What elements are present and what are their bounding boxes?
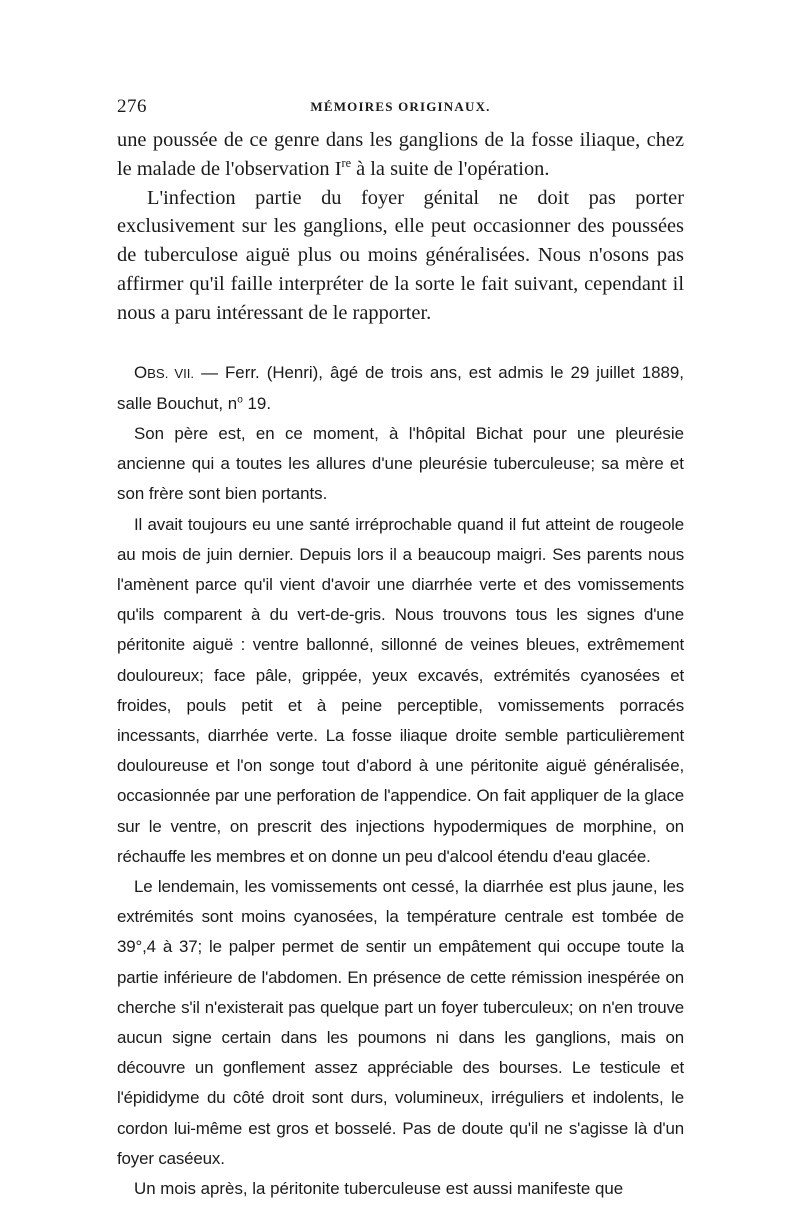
superscript: re [341,156,352,170]
observation-paragraph-family: Son père est, en ce moment, à l'hôpital Bichat pour une pleurésie ancienne qui a toutes les allures d'une pleurésie tuberculeuse; sa mère et son frère sont bien portants. [117,423,684,504]
observation-label-rest: BS. VII. [147,365,195,381]
observation-intro [117,358,684,419]
page-number: 276 [117,96,147,117]
observation-paragraph-month-later: Un mois après, la péritonite tuberculeuse est aussi manifeste que [134,1179,624,1199]
paragraph-text: une poussée de ce genre dans les ganglions de la fosse iliaque, chez le malade de l'observation I [117,129,684,180]
number-sign-superscript: o [237,394,243,406]
paragraph-infection: L'infection partie du foyer génital ne doit pas porter exclusivement sur les ganglions, elle peut occasionner des poussées de tuberculose aiguë plus ou moins généralisées. Nous n'osons pas affirmer qu'il faille interpréter de la sorte le fait suivant, cependant il nous a paru intéressant de le rapporter. [117,186,684,324]
observation-paragraph-next-day: Le lendemain, les vomissements ont cessé, la diarrhée est plus jaune, les extrémités sont moins cyanosées, la température centrale est tombée de 39°,4 à 37; le palper permet de sentir un empâtement qui occupe toute la partie inférieure de l'abdomen. En présence de cette rémission inespérée on cherche s'il n'existerait pas quelque part un foyer tuberculeux; on n'en trouve aucun signe certain dans les poumons ni dans les ganglions, mais on découvre un gonflement assez appréciable des bourses. Le testicule et l'épididyme du côté droit sont durs, volumineux, irréguliers et indolents, le cordon lui-même est gros et bosselé. Pas de doute qu'il ne s'agisse là d'un foyer caséeux. [117,877,684,1168]
page-content [117,96,684,1204]
paragraph-continuation [117,126,684,184]
observation-intro-end: 19. [242,393,272,413]
running-header [117,96,684,122]
observation-intro-text: — Ferr. (Henri), âgé de trois ans, est admis le 29 juillet 1889, salle Bouchut, n [117,362,685,413]
observation-label-initial: O [134,362,148,382]
observation-paragraph-onset: Il avait toujours eu une santé irréprochable quand il fut atteint de rougeole au mois de juin dernier. Depuis lors il a beaucoup maigri. Ses parents nous l'amènent parce qu'il vient d'avoir une diarrhée verte et des vomissements qu'ils comparent à du vert-de-gris. Nous trouvons tous les signes d'une péritonite aiguë : ventre ballonné, sillonné de veines bleues, extrêmement douloureux; face pâle, grippée, yeux excavés, extrémités cyanosées et froides, pouls petit et à peine perceptible, vomissements porracés incessants, diarrhée verte. La fosse iliaque droite semble particulièrement douloureuse et l'on songe tout d'abord à une péritonite aiguë généralisée, occasionnée par une perforation de l'appendice. On fait appliquer de la glace sur le ventre, on prescrit des injections hypodermiques de morphine, on réchauffe les membres et on donne un peu d'alcool étendu d'eau glacée. [117,514,684,866]
observation-vii [117,358,684,1205]
paragraph-text-end: à la suite de l'opération. [351,157,550,180]
running-title: MÉMOIRES ORIGINAUX. [310,99,491,114]
